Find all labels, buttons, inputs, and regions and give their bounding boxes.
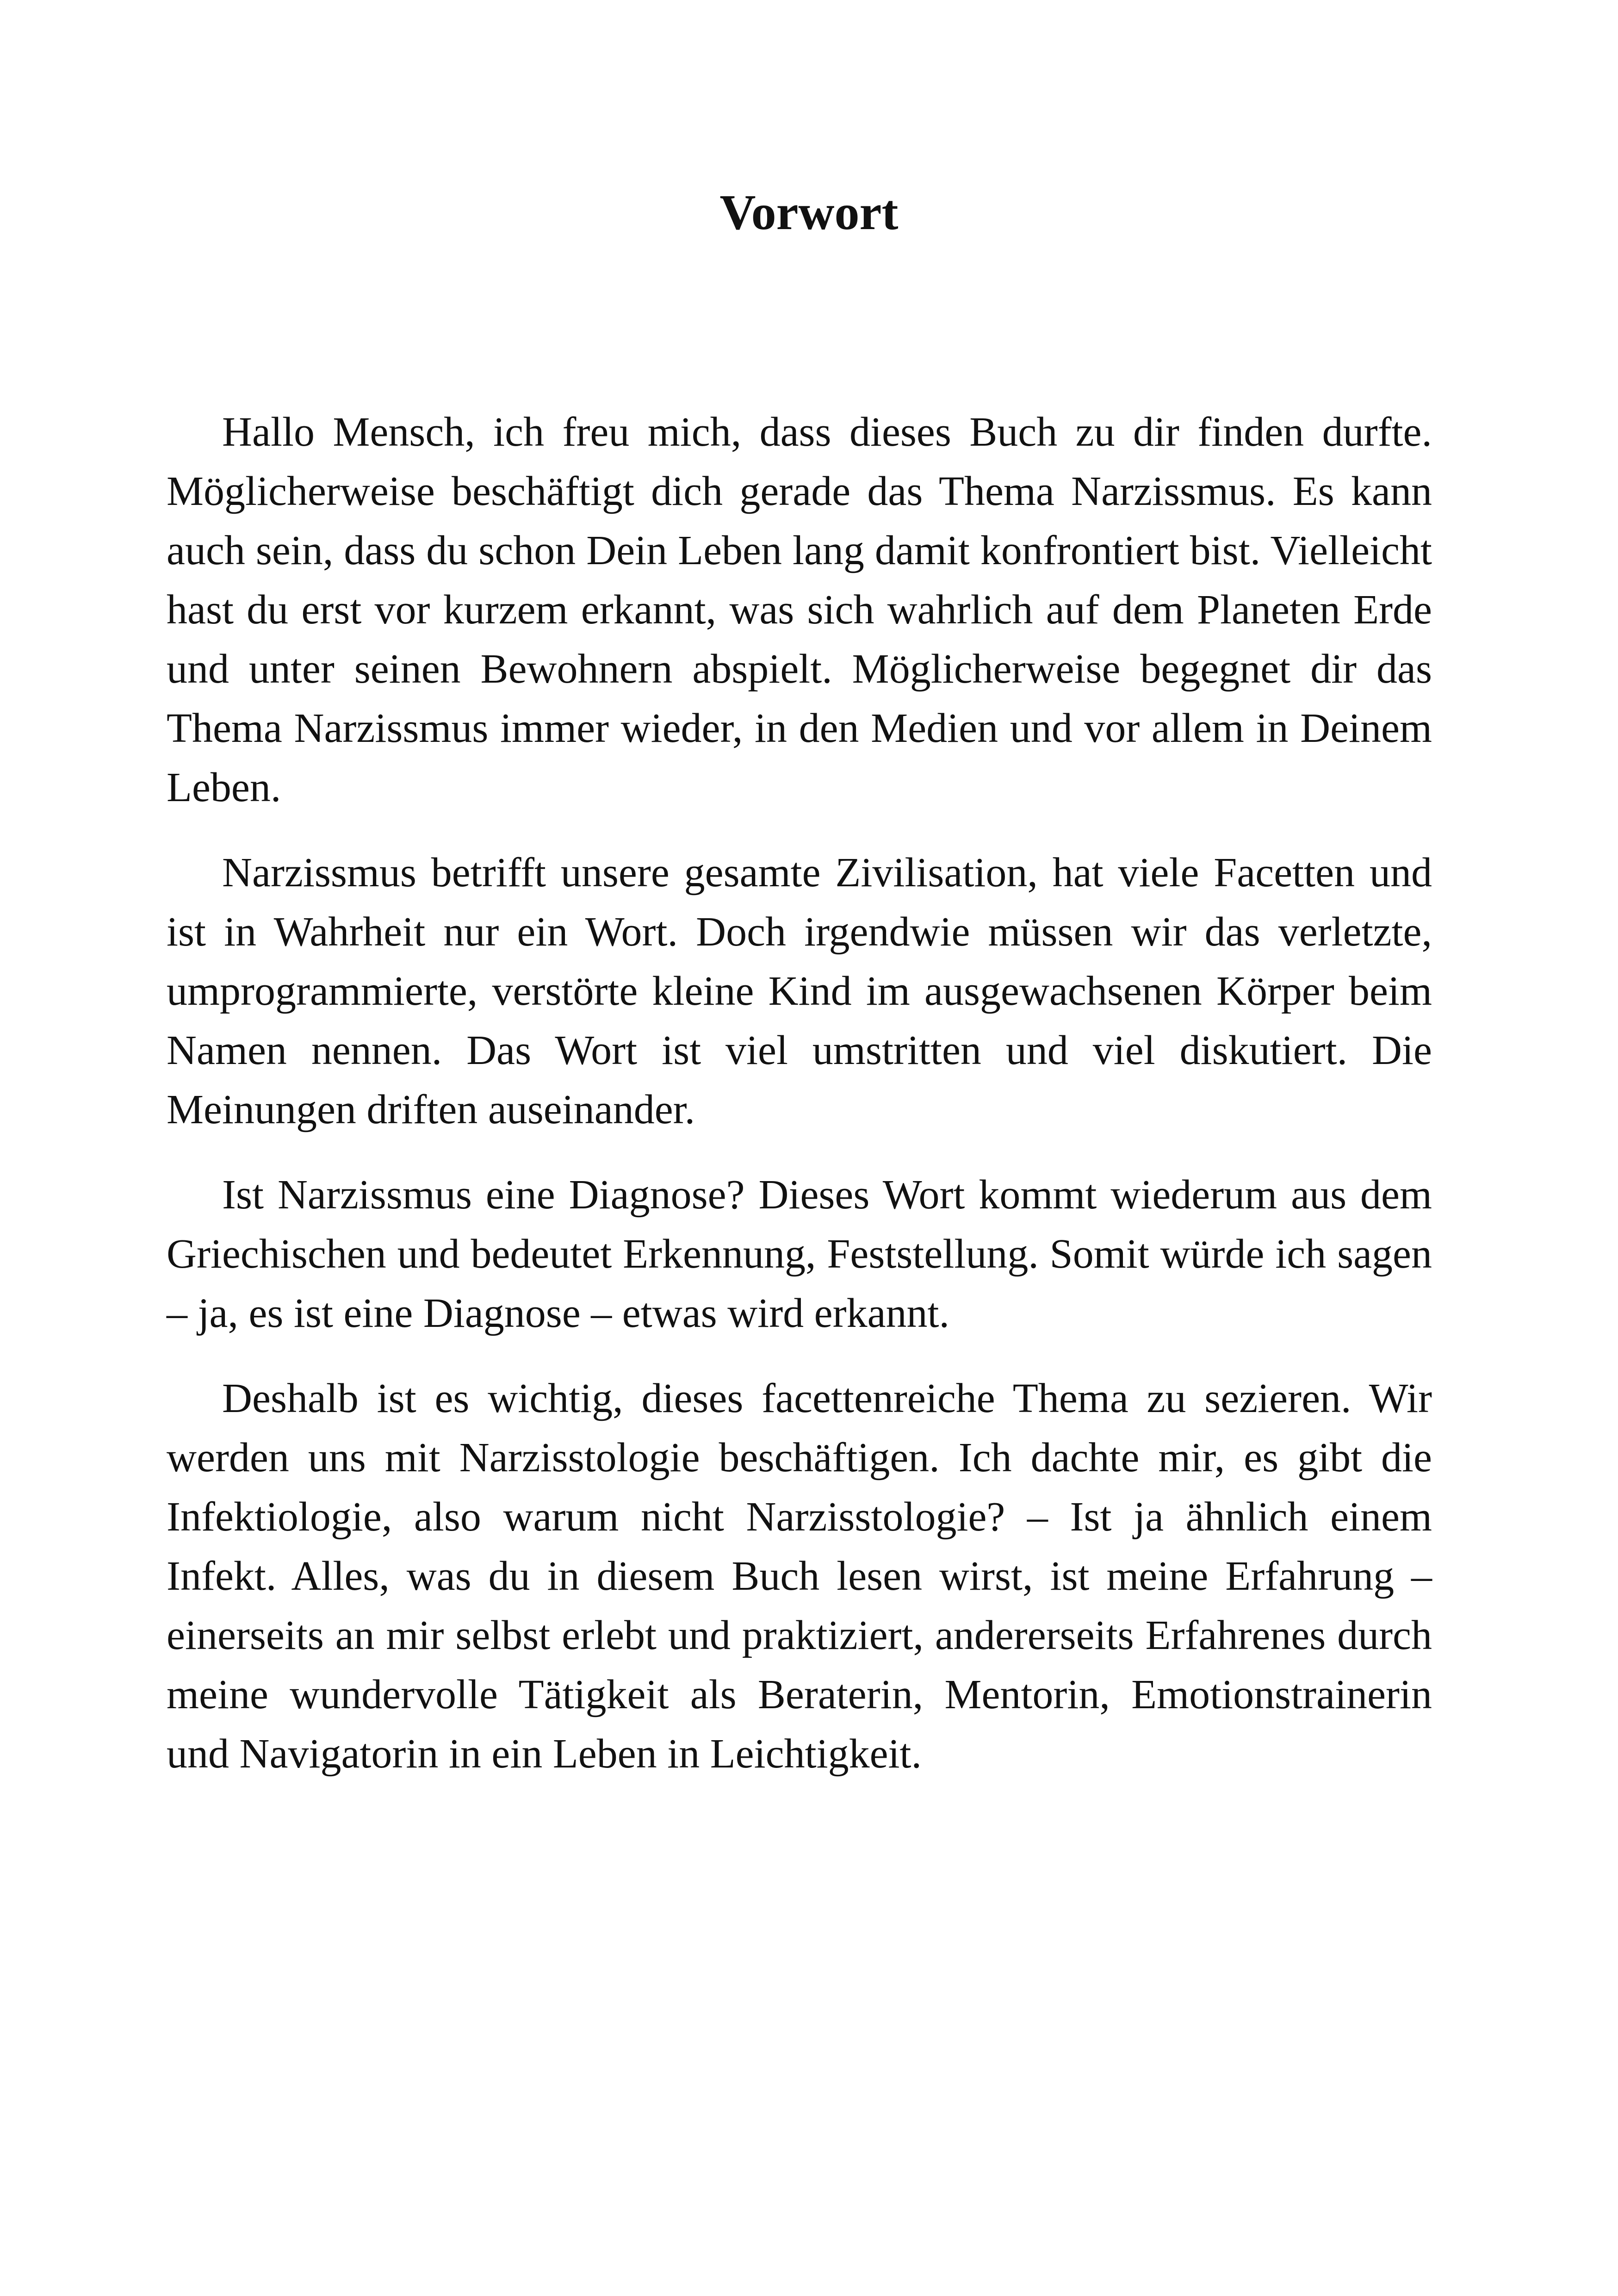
paragraph-3: Ist Narzissmus eine Diagnose? Dieses Wort kommt wiederum aus dem Griechischen und bedeutet Erkennung, Feststellung. Somit würde ich sagen – ja, es ist eine Diagnose – etwas wird erkannt. — [167, 1172, 1432, 1336]
page-title: Vorwort — [719, 185, 899, 240]
paragraph-2: Narzissmus betrifft unsere gesamte Zivilisation, hat viele Facetten und ist in Wahrheit nur ein Wort. Doch irgendwie müssen wir das verletzte, umprogrammierte, verstörte kleine Kind im ausgewachsenen Körper beim Namen nennen. Das Wort ist viel umstritten und viel diskutiert. Die Meinungen driften auseinander. — [167, 850, 1432, 1132]
body-text — [167, 403, 1432, 1810]
paragraph-1: Hallo Mensch, ich freu mich, dass dieses Buch zu dir finden durfte. Möglicherweise beschäftigt dich gerade das Thema Narzissmus. Es kann auch sein, dass du schon Dein Leben lang damit konfrontiert bist. Vielleicht hast du erst vor kurzem erkannt, was sich wahrlich auf dem Planeten Erde und unter seinen Bewohnern abspielt. Möglicherweise begegnet dir das Thema Narzissmus immer wieder, in den Medien und vor allem in Deinem Leben. — [167, 409, 1432, 810]
paragraph-4: Deshalb ist es wichtig, dieses facettenreiche Thema zu sezieren. Wir werden uns mit Narzisstologie beschäftigen. Ich dachte mir, es gibt die Infektiologie, also warum nicht Narzisstologie? – Ist ja ähnlich einem Infekt. Alles, was du in diesem Buch lesen wirst, ist meine Erfahrung – einerseits an mir selbst erlebt und praktiziert, andererseits Erfahrenes durch meine wundervolle Tätigkeit als Beraterin, Mentorin, Emotionstrainerin und Navigatorin in ein Leben in Leichtigkeit. — [167, 1375, 1432, 1777]
